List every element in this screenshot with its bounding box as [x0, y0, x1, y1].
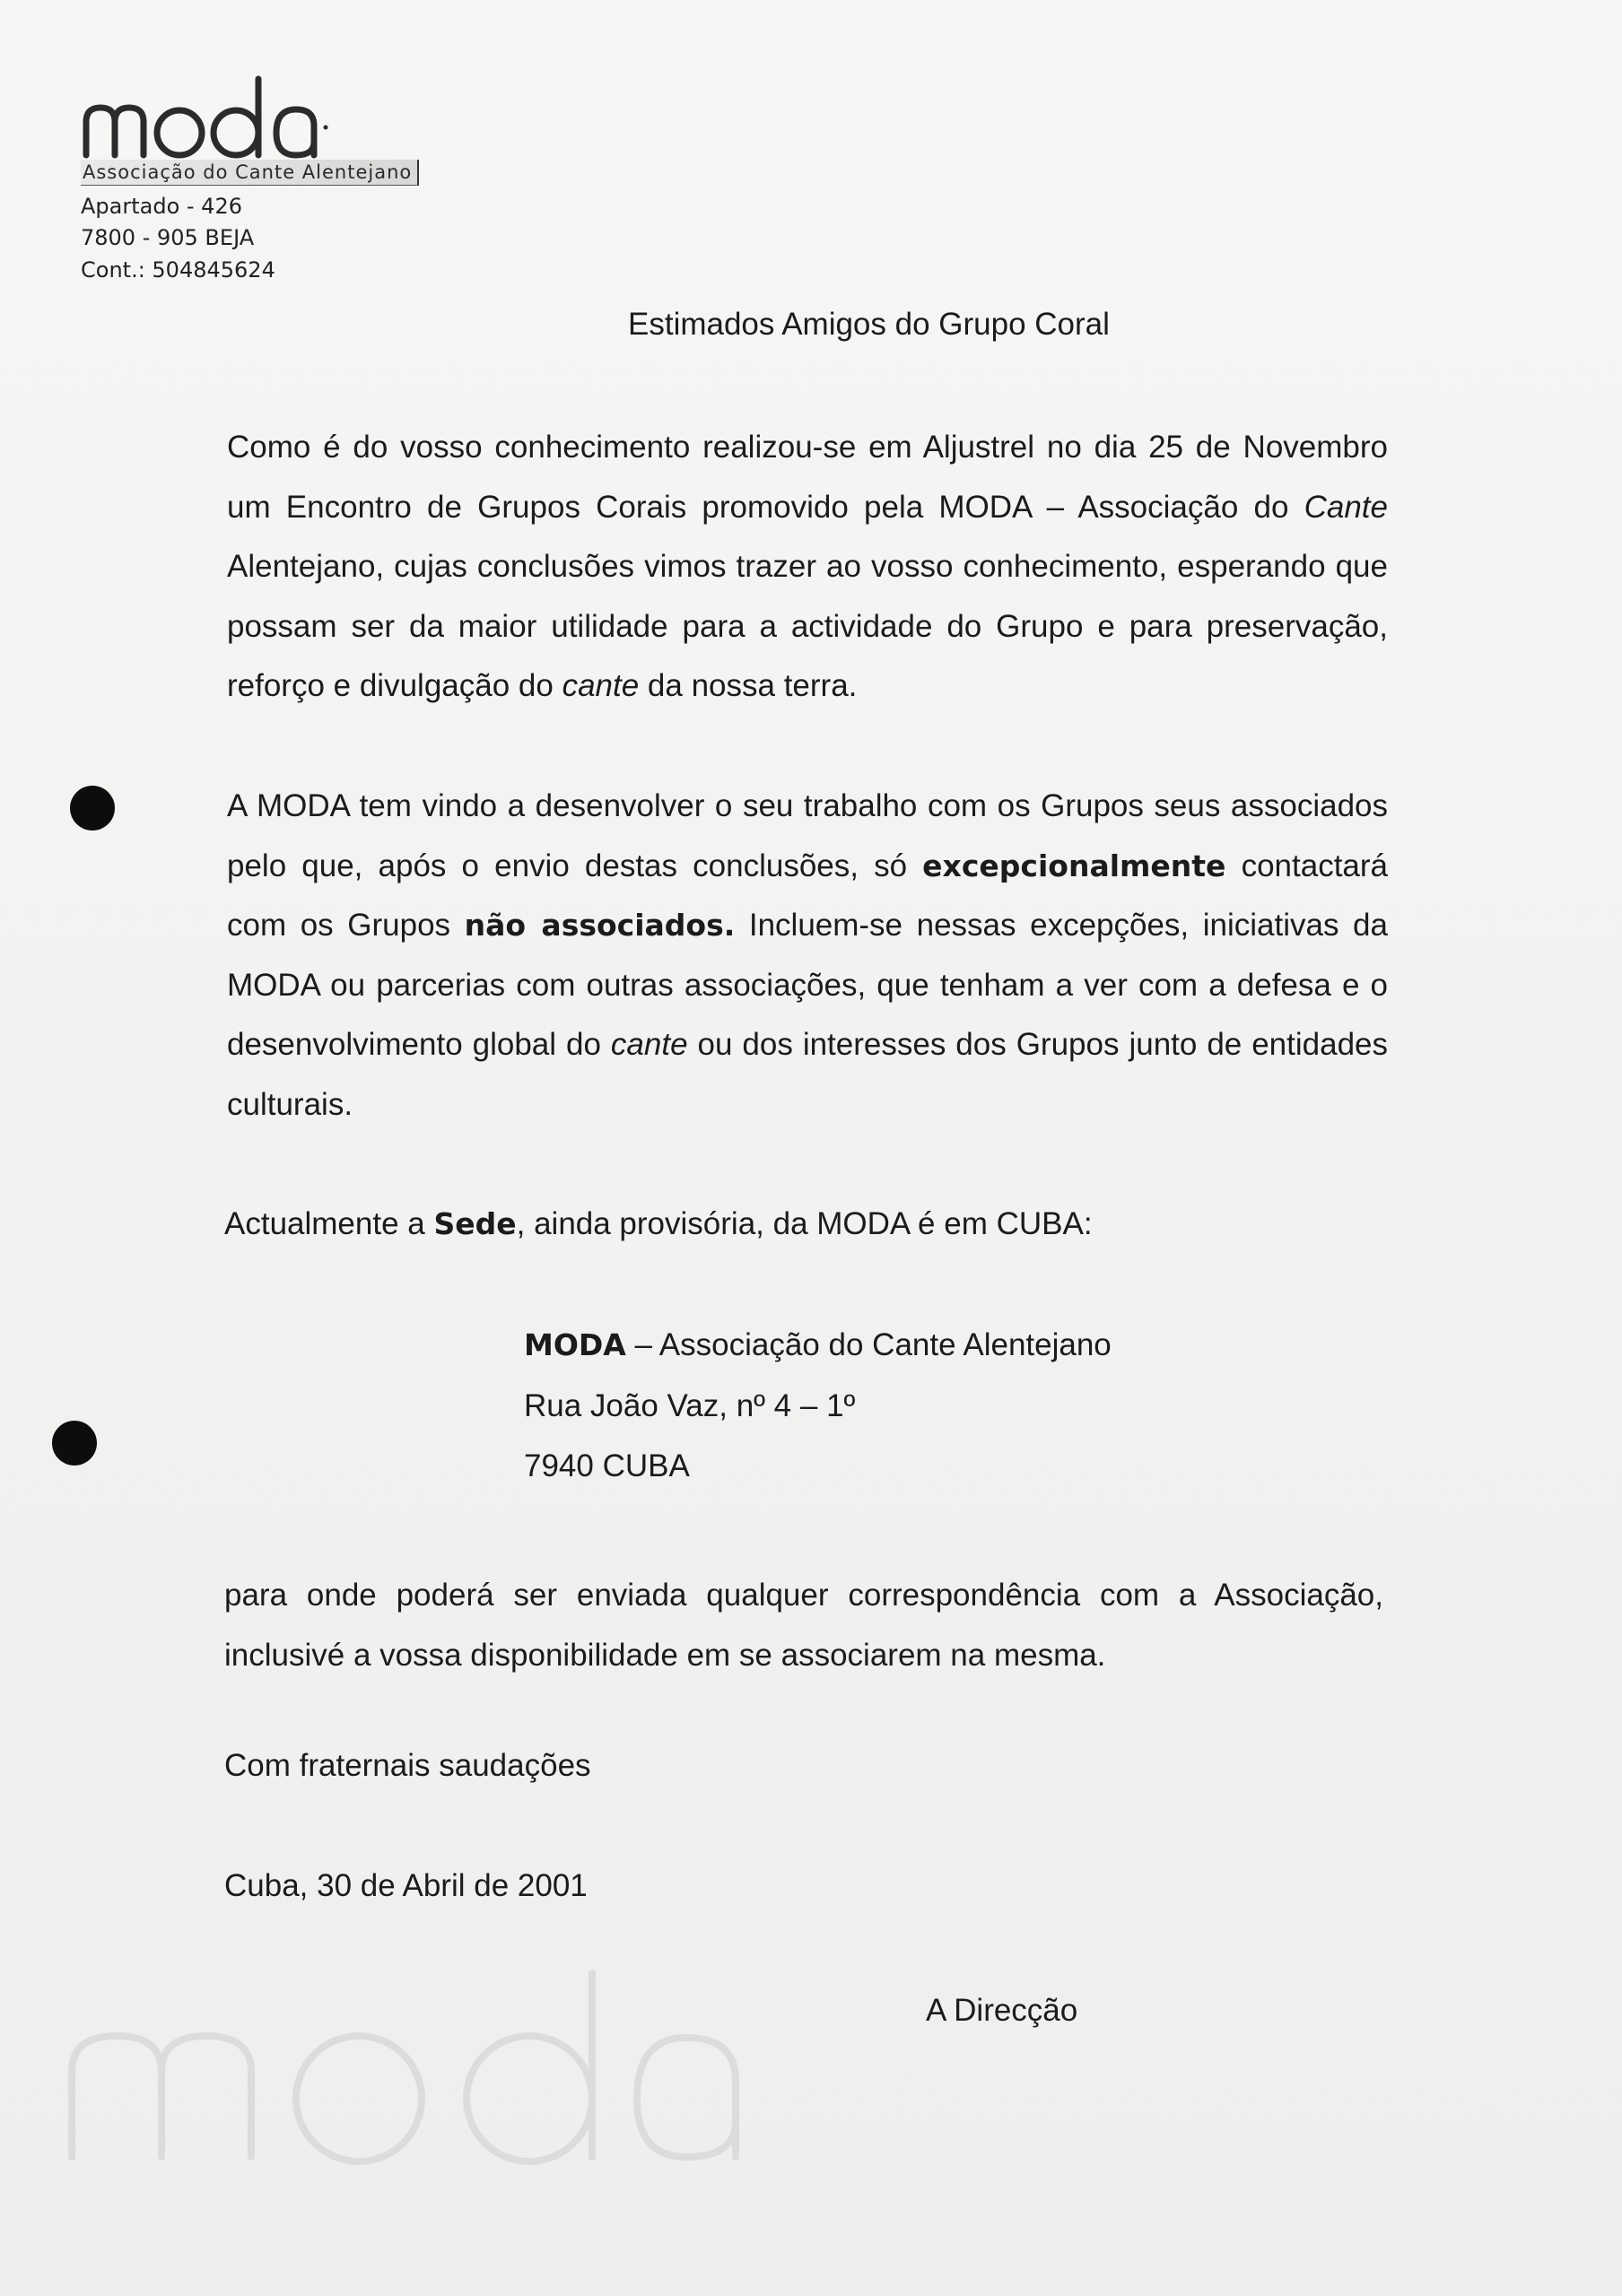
paragraph-associados [227, 777, 1388, 1135]
punch-hole-bottom [52, 1421, 97, 1465]
p1-italic-cante-1: Cante [1304, 489, 1388, 525]
logo-subtitle: Associação do Cante Alentejano [81, 160, 419, 186]
p2-bold-nao-associados: não associados. [464, 908, 736, 944]
address-line-2: 7800 - 905 BEJA [81, 225, 255, 250]
p2-text-1: A MODA tem vindo a desenvolver o seu trabalho com os Grupos seus associados pelo que, após o envio destas conclusões, só [227, 788, 1388, 883]
logo-wordmark [79, 70, 330, 169]
p2-italic-cante: cante [610, 1027, 688, 1063]
p3-bold-sede: Sede [433, 1206, 517, 1241]
p3-text-1: Actualmente a [224, 1206, 434, 1241]
p1-text-1: Como é do vosso conhecimento realizou-se em Aljustrel no dia 25 de Novembro um Encontro de Grupos Corais promovido pela MODA – Associação do [227, 430, 1388, 525]
place-date: Cuba, 30 de Abril de 2001 [224, 1868, 588, 1903]
punch-hole-top [70, 786, 115, 831]
p2-bold-excepcionalmente: excepcionalmente [922, 848, 1226, 883]
sede-name-bold: MODA [524, 1327, 626, 1362]
sede-name [524, 1327, 1112, 1363]
watermark-logo [54, 1964, 754, 2170]
sede-name-rest: – Associação do Cante Alentejano [625, 1327, 1112, 1362]
paragraph-encontro [227, 418, 1388, 717]
paragraph-correspondencia: para onde poderá ser enviada qualquer correspondência com a Associação, inclusivé a vossa disponibilidade em se associarem na mesma. [224, 1578, 1383, 1673]
contribuinte-number: Cont.: 504845624 [81, 257, 275, 283]
p2-text-2: contactará com os Grupos [227, 848, 1388, 944]
paragraph-sede [224, 1206, 1093, 1242]
address-line-1: Apartado - 426 [81, 194, 242, 219]
greeting: Estimados Amigos do Grupo Coral [628, 307, 1110, 342]
p1-text-2: Alentejano, cujas conclusões vimos trazer ao vosso conhecimento, esperando que possam ser da maior utilidade para a actividade do Grupo e para preservação, reforço e divulgação do [227, 549, 1388, 704]
p2-text-4: ou dos interesses dos Grupos junto de entidades culturais. [227, 1027, 1389, 1122]
p2-text-3: Incluem-se nessas excepções, iniciativas da MODA ou parcerias com outras associações, que tenham a ver com a defesa e o desenvolvimento global do [227, 908, 1388, 1063]
sede-city: 7940 CUBA [524, 1448, 690, 1483]
p3-text-2: , ainda provisória, da MODA é em CUBA: [516, 1206, 1093, 1241]
moda-logo [79, 70, 456, 196]
p1-text-3: da nossa terra. [639, 668, 858, 704]
signature: A Direcção [926, 1993, 1078, 2028]
sede-street: Rua João Vaz, nº 4 – 1º [524, 1388, 856, 1423]
closing: Com fraternais saudações [224, 1748, 591, 1783]
p1-italic-cante-2: cante [562, 668, 640, 704]
